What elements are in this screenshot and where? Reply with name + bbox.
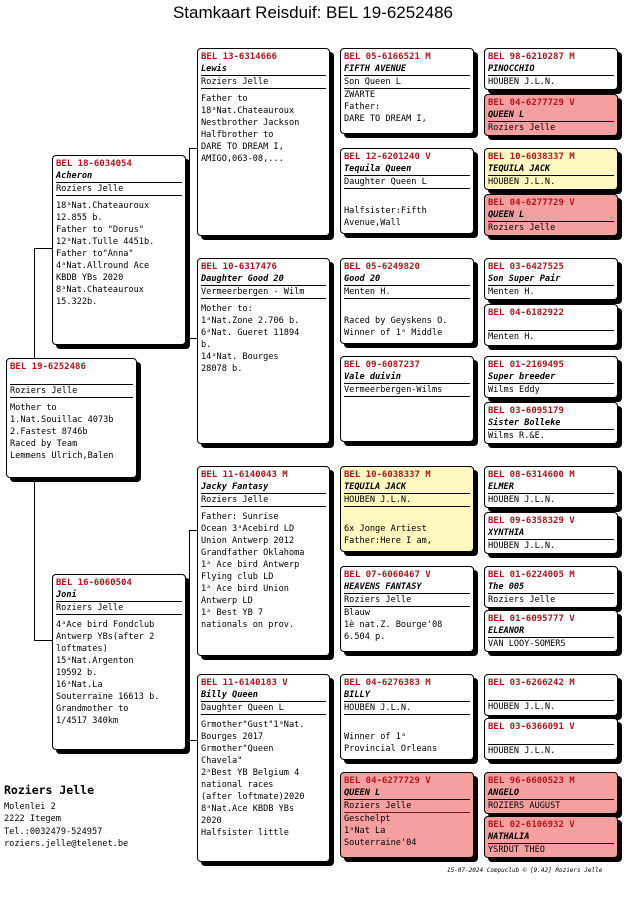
pigeon-owner: Roziers Jelle — [344, 594, 470, 607]
pigeon-name: HEAVENS FANTASY — [344, 581, 470, 594]
owner-name: Roziers Jelle — [4, 783, 95, 797]
note-line: Grandfather Oklahoma — [201, 548, 305, 558]
pigeon-card-dds[interactable] — [340, 674, 474, 760]
note-line: Winner of 1ᵃ Middle — [344, 328, 443, 338]
ring-number: BEL 18-6034054 — [56, 159, 132, 169]
note-line: Raced by Geyskens O. — [344, 316, 448, 326]
ring-number: BEL 01-6095777 V — [488, 614, 575, 624]
pigeon-owner: Son Queen L — [344, 76, 470, 89]
note-line: 19592 b. — [56, 668, 98, 678]
pigeon-card-g13[interactable] — [484, 674, 618, 716]
note-line: Father: — [344, 102, 381, 112]
note-line: 6ᵃNat. Gueret 11894 — [201, 328, 300, 338]
pigeon-card-g16[interactable] — [484, 816, 618, 858]
note-line: 2ᵃBest YB Belgium 4 — [201, 768, 300, 778]
pigeon-name — [488, 733, 614, 745]
connector-line — [34, 248, 54, 249]
ring-number: BEL 05-6249820 — [344, 262, 420, 272]
note-line: Blauw — [344, 608, 370, 618]
note-line: 1ᵃ Ace bird Antwerp — [201, 560, 300, 570]
ring-number: BEL 19-6252486 — [10, 362, 86, 372]
ring-number: BEL 10-6038337 M — [344, 470, 431, 480]
pigeon-name: XYNTHIA — [488, 527, 614, 540]
pigeon-owner: HOUBEN J.L.N. — [488, 746, 556, 756]
pigeon-name: Daughter Good 20 — [201, 273, 326, 286]
note-line: Chavela" — [201, 756, 243, 766]
ring-number: BEL 10-6038337 M — [488, 152, 575, 162]
pigeon-name: Son Super Pair — [488, 273, 614, 286]
pigeon-owner: HOUBEN J.L.N. — [344, 494, 470, 507]
connector-line — [189, 148, 190, 338]
ring-number: BEL 10-6317476 — [201, 262, 277, 272]
pigeon-name — [488, 319, 614, 331]
pigeon-owner: YSRDUT THEO — [488, 845, 545, 855]
pigeon-notes — [201, 719, 326, 839]
pigeon-name: TEQUILA JACK — [488, 163, 614, 176]
pigeon-owner: HOUBEN J.L.N. — [488, 495, 556, 505]
pigeon-owner: Menten H. — [488, 332, 535, 342]
note-line: Nestbrother Jackson — [201, 118, 300, 128]
note-line: 2020 — [201, 816, 222, 826]
connector-line — [477, 378, 478, 424]
pigeon-card-g6[interactable] — [484, 304, 618, 346]
pigeon-name: FIFTH AVENUE — [344, 63, 470, 76]
note-line: 1.Nat.Souillac 4073b — [10, 415, 114, 425]
pigeon-name: Good 20 — [344, 273, 470, 286]
pigeon-name — [488, 689, 614, 701]
pigeon-card-sdd[interactable] — [340, 356, 474, 442]
pigeon-notes — [201, 93, 326, 165]
pigeon-card-g5[interactable] — [484, 258, 618, 300]
ring-number: BEL 03-6095179 — [488, 406, 564, 416]
connector-line — [34, 640, 54, 641]
note-line — [344, 303, 470, 315]
note-line: 16ᵃNat.La — [56, 680, 103, 690]
pigeon-notes — [10, 402, 133, 462]
note-line: 1ᵃNat.Zone 2.706 b. — [201, 316, 300, 326]
ring-number: BEL 98-6210287 M — [488, 52, 575, 62]
ring-number: BEL 09-6087237 — [344, 360, 420, 370]
owner-info — [4, 784, 128, 851]
pigeon-notes — [344, 719, 470, 755]
pigeon-card-g15[interactable] — [484, 772, 618, 814]
pigeon-owner: Vermeerbergen-Wilms — [344, 384, 470, 397]
note-line: Antwerp YBs(after 2 — [56, 632, 155, 642]
ring-number: BEL 11-6140043 M — [201, 470, 288, 480]
note-line: Halfbrother to — [201, 130, 274, 140]
connector-line — [477, 278, 478, 324]
ring-number: BEL 03-6266242 M — [488, 678, 575, 688]
pigeon-card-ssd[interactable] — [340, 148, 474, 234]
pigeon-name: ANGELO — [488, 787, 614, 800]
connector-line — [477, 588, 478, 634]
footer: 15-07-2024 Compuclub © [9.42] Roziers Jelle — [447, 867, 603, 874]
pigeon-name: ELMER — [488, 481, 614, 494]
pigeon-owner: Roziers Jelle — [56, 183, 182, 196]
pigeon-card-dss[interactable] — [340, 466, 474, 552]
page-title: Stamkaart Reisduif: BEL 19-6252486 — [172, 3, 454, 22]
pigeon-owner: Menten H. — [488, 287, 535, 297]
note-line: Mother to: — [201, 304, 253, 314]
note-line: Father:Here I am, — [344, 536, 432, 546]
ring-number: BEL 04-6277729 V — [344, 776, 431, 786]
pigeon-name: Acheron — [56, 170, 182, 183]
pigeon-card-sds[interactable] — [340, 258, 474, 344]
pigeon-card-subject[interactable] — [6, 358, 137, 478]
pigeon-owner: HOUBEN J.L.N. — [488, 702, 556, 712]
pigeon-notes — [344, 303, 470, 339]
note-line: Avenue,Wall — [344, 218, 401, 228]
pigeon-owner: Roziers Jelle — [201, 76, 326, 89]
pigeon-card-sd[interactable] — [197, 258, 330, 444]
pigeon-name: TEQUILA JACK — [344, 481, 470, 494]
note-line: Grmother"Gust"1ᵃNat. — [201, 720, 305, 730]
ring-number: BEL 13-6314666 — [201, 52, 277, 62]
note-line: AMIGO,063-08,... — [201, 154, 284, 164]
pigeon-name: QUEEN L — [488, 109, 614, 122]
pigeon-owner: Vermeerbergen - Wilm — [201, 286, 326, 299]
note-line: Lemmens Ulrich,Balen — [10, 451, 114, 461]
note-line — [344, 719, 470, 731]
pigeon-owner: Daughter Queen L — [201, 702, 326, 715]
owner-email[interactable]: roziers.jelle@telenet.be — [4, 839, 129, 849]
note-line: 12.855 b. — [56, 213, 103, 223]
pigeon-name: BILLY — [344, 689, 470, 702]
ring-number: BEL 12-6201240 V — [344, 152, 431, 162]
note-line: Mother to — [10, 403, 57, 413]
connector-line — [333, 290, 334, 390]
pigeon-name: NATHALIA — [488, 831, 614, 844]
note-line: Ocean 3ᵃAcebird LD — [201, 524, 295, 534]
pigeon-notes — [201, 303, 326, 375]
note-line: 15.322b. — [56, 297, 98, 307]
pigeon-card-g4[interactable] — [484, 194, 618, 236]
ring-number: BEL 01-6224005 M — [488, 570, 575, 580]
pigeon-owner: VAN LOOY-SOMERS — [488, 639, 566, 649]
pigeon-notes — [344, 813, 470, 849]
note-line: Grandmother to — [56, 704, 129, 714]
note-line: Father to"Anna" — [56, 249, 134, 259]
note-line: 15ᵃNat.Argenton — [56, 656, 134, 666]
pigeon-notes — [344, 511, 470, 547]
pigeon-owner: HOUBEN J.L.N. — [488, 77, 556, 87]
pigeon-name: QUEEN L — [488, 209, 614, 222]
note-line: Union Antwerp 2012 — [201, 536, 295, 546]
pigeon-owner: HOUBEN J.L.N. — [344, 702, 470, 715]
ring-number: BEL 07-6060467 V — [344, 570, 431, 580]
pigeon-owner: Wilms Eddy — [488, 385, 540, 395]
pigeon-notes — [201, 511, 326, 631]
pigeon-card-g1[interactable] — [484, 48, 618, 90]
note-line: Souterraine'04 — [344, 838, 417, 848]
connector-line — [477, 174, 478, 220]
pigeon-notes — [344, 607, 470, 643]
pigeon-name: ELEANOR — [488, 625, 614, 638]
connector-line — [34, 460, 35, 640]
owner-phone: Tel.:0032479-524957 — [4, 826, 103, 837]
note-line: Souterraine 16613 b. — [56, 692, 160, 702]
note-line: Antwerp LD — [201, 596, 253, 606]
pigeon-card-dam[interactable] — [52, 574, 186, 750]
note-line: 14ᵃNat. Bourges — [201, 352, 279, 362]
pigeon-notes — [56, 200, 182, 308]
connector-line — [34, 248, 35, 360]
note-line: KBDB YBs 2020 — [56, 273, 124, 283]
ring-number: BEL 05-6166521 M — [344, 52, 431, 62]
pigeon-notes — [56, 619, 182, 727]
note-line: nationals on prov. — [201, 620, 295, 630]
note-line: 18ᵃNat.Chateauroux — [56, 201, 150, 211]
note-line: (after loftmate)2020 — [201, 792, 305, 802]
pigeon-card-g10[interactable] — [484, 512, 618, 554]
pigeon-name: QUEEN L — [344, 787, 470, 800]
note-line: 6.504 p. — [344, 632, 386, 642]
pigeon-card-sire[interactable] — [52, 155, 186, 345]
note-line: ZWARTE — [344, 90, 376, 100]
pigeon-owner: Roziers Jelle — [10, 385, 133, 398]
pigeon-name — [10, 373, 133, 385]
note-line: Provincial Orleans — [344, 744, 438, 754]
ring-number: BEL 04-6277729 V — [488, 198, 575, 208]
ring-number: BEL 04-6277729 V — [488, 98, 575, 108]
pigeon-card-ds[interactable] — [197, 466, 330, 656]
note-line: Halfsister:Fifth — [344, 206, 427, 216]
connector-line — [333, 88, 334, 188]
ring-number: BEL 03-6427525 — [488, 262, 564, 272]
note-line: national races — [201, 780, 274, 790]
pigeon-card-g11[interactable] — [484, 566, 618, 608]
note-line: Raced by Team — [10, 439, 78, 449]
note-line: DARE TO DREAM I, — [344, 114, 427, 124]
connector-line — [333, 708, 334, 808]
pigeon-card-g14[interactable] — [484, 718, 618, 760]
owner-address-line: 2222 Itegem — [4, 814, 61, 824]
connector-line — [477, 692, 478, 738]
pigeon-name: Vale duivin — [344, 371, 470, 384]
note-line: Father to "Dorus" — [56, 225, 144, 235]
owner-address-line: Molenlei 2 — [4, 801, 56, 812]
note-line: 12ᵃNat.Tulle 4451b. — [56, 237, 155, 247]
pigeon-card-sss[interactable] — [340, 48, 474, 134]
pigeon-card-ss[interactable] — [197, 48, 330, 236]
note-line: Flying club LD — [201, 572, 274, 582]
note-line: Bourges 2017 — [201, 732, 264, 742]
note-line: 1ᵃ Best YB 7 — [201, 608, 264, 618]
pigeon-name: The 005 — [488, 581, 614, 594]
connector-line — [477, 796, 478, 842]
pigeon-owner: Roziers Jelle — [344, 800, 470, 813]
pigeon-card-dd[interactable] — [197, 674, 330, 862]
connector-line — [333, 500, 334, 598]
pigeon-card-g12[interactable] — [484, 610, 618, 652]
ring-number: BEL 11-6140183 V — [201, 678, 288, 688]
pigeon-owner: Wilms R.&E. — [488, 431, 545, 441]
connector-line — [189, 530, 190, 740]
pigeon-owner: Roziers Jelle — [488, 223, 556, 233]
pigeon-name: PINOCCHIO — [488, 63, 614, 76]
note-line: loftmates) — [56, 644, 108, 654]
note-line: 8ᵃNat.Ace KBDB YBs — [201, 804, 295, 814]
note-line: 6x Jonge Artiest — [344, 524, 427, 534]
note-line: 1/4517 340km — [56, 716, 119, 726]
pigeon-card-g8[interactable] — [484, 402, 618, 444]
note-line — [344, 511, 470, 523]
pigeon-card-g2[interactable] — [484, 94, 618, 136]
note-line: DARE TO DREAM I, — [201, 142, 284, 152]
pigeon-owner: HOUBEN J.L.N. — [488, 177, 556, 187]
note-line: 1ᵃ Ace bird Union — [201, 584, 289, 594]
note-line: 28078 b. — [201, 364, 243, 374]
pigeon-owner: HOUBEN J.L.N. — [488, 541, 556, 551]
pigeon-owner: ROZIERS AUGUST — [488, 801, 561, 811]
pigeon-card-g9[interactable] — [484, 466, 618, 508]
note-line — [344, 193, 470, 205]
note-line: Geschelpt — [344, 814, 391, 824]
pigeon-owner: Menten H. — [344, 286, 470, 299]
pigeon-card-dsd[interactable] — [340, 566, 474, 652]
pigeon-name: Billy Queen — [201, 689, 326, 702]
pigeon-name: Jacky Fantasy — [201, 481, 326, 494]
note-line: 4ᵃAce bird Fondclub — [56, 620, 155, 630]
pigeon-owner: Roziers Jelle — [201, 494, 326, 507]
pigeon-card-g7[interactable] — [484, 356, 618, 398]
connector-line — [477, 488, 478, 534]
note-line: Father to — [201, 94, 248, 104]
ring-number: BEL 03-6366091 V — [488, 722, 575, 732]
connector-line — [477, 74, 478, 120]
ring-number: BEL 04-6182922 — [488, 308, 564, 318]
note-line: 1ᵃNat La — [344, 826, 386, 836]
note-line: 4ᵃNat.Allround Ace — [56, 261, 150, 271]
note-line: Father: Sunrise — [201, 512, 279, 522]
note-line: 18ᵃNat.Chateauroux — [201, 106, 295, 116]
note-line: 1è nat.Z. Bourge'08 — [344, 620, 443, 630]
ring-number: BEL 16-6060504 — [56, 578, 132, 588]
pigeon-name: Sister Bolleke — [488, 417, 614, 430]
pigeon-card-g3[interactable] — [484, 148, 618, 190]
note-line: Winner of 1ᵃ — [344, 732, 407, 742]
note-line: Halfsister little — [201, 828, 289, 838]
pigeon-name: Lewis — [201, 63, 326, 76]
pigeon-name: Joni — [56, 589, 182, 602]
ring-number: BEL 08-6314600 M — [488, 470, 575, 480]
pigeon-owner: Roziers Jelle — [488, 123, 556, 133]
ring-number: BEL 01-2169495 — [488, 360, 564, 370]
ring-number: BEL 96-6600523 M — [488, 776, 575, 786]
pigeon-card-ddd[interactable] — [340, 772, 474, 858]
pigeon-owner: Roziers Jelle — [56, 602, 182, 615]
note-line: Grmother"Queen — [201, 744, 274, 754]
note-line: 8ᵃNat.Chateauroux — [56, 285, 144, 295]
pigeon-owner: Roziers Jelle — [488, 595, 556, 605]
ring-number: BEL 04-6276383 M — [344, 678, 431, 688]
pigeon-name: Tequila Queen — [344, 163, 470, 176]
pigeon-notes — [344, 89, 470, 125]
ring-number: BEL 02-6106932 V — [488, 820, 575, 830]
pigeon-owner: Daughter Queen L — [344, 176, 470, 189]
note-line: 2.Fastest 8746b — [10, 427, 88, 437]
ring-number: BEL 09-6358329 V — [488, 516, 575, 526]
note-line: b. — [201, 340, 212, 350]
pigeon-name: Super breeder — [488, 371, 614, 384]
pigeon-notes — [344, 193, 470, 229]
